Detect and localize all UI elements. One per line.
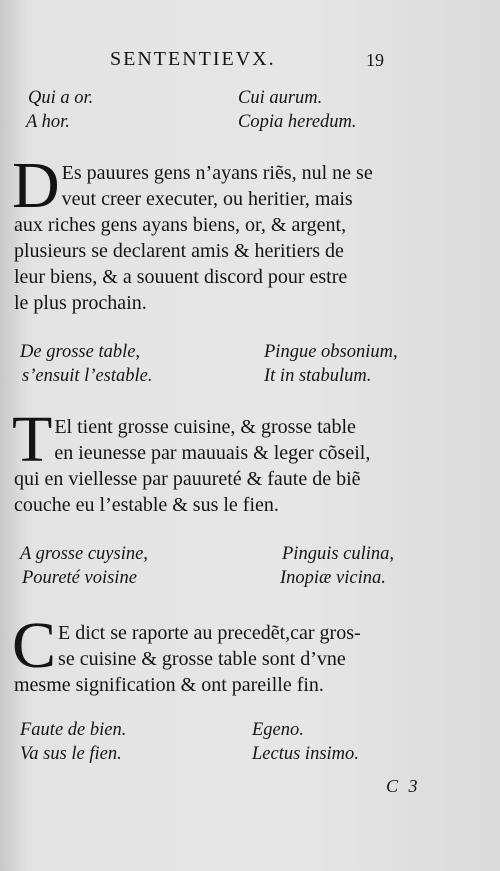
paragraph-line: aux riches gens ayans biens, or, & argent,: [14, 214, 347, 236]
paragraph-line: le plus prochain.: [14, 292, 147, 314]
maxim-latin-line: Cui aurum.: [238, 88, 323, 108]
maxim-latin-line: Egeno.: [252, 720, 304, 740]
drop-cap-initial: D: [12, 149, 60, 222]
maxim-french-line: Faute de bien.: [20, 720, 127, 740]
maxim-latin-line: Lectus insimo.: [252, 744, 359, 764]
maxim-latin-line: Pinguis culina,: [282, 544, 395, 564]
folio-number: 19: [366, 50, 384, 70]
drop-cap-initial: C: [12, 609, 57, 682]
maxim-latin-line: It in stabulum.: [264, 366, 372, 386]
commentary-paragraph-3: [12, 609, 484, 698]
maxim-4: [20, 718, 480, 766]
maxim-2: [20, 340, 480, 388]
maxim-latin-line: Inopiæ vicina.: [280, 568, 386, 588]
maxim-3: [20, 542, 480, 590]
paragraph-line: E dict se raporte au precedẽt,car gros-: [58, 622, 361, 644]
maxim-latin-line: Copia heredum.: [238, 112, 357, 132]
paragraph-line: plusieurs se declarent amis & heritiers de: [14, 240, 344, 262]
maxim-french-line: Poureté voisine: [22, 568, 137, 588]
page-header: [0, 48, 500, 78]
paragraph-line: El tient grosse cuisine, & grosse table: [54, 416, 356, 438]
paragraph-line: en ieunesse par mauuais & leger cõseil,: [54, 442, 371, 464]
maxim-1: [20, 86, 480, 134]
maxim-french-line: s’ensuit l’estable.: [22, 366, 153, 386]
commentary-paragraph-2: [12, 403, 484, 518]
maxim-french-line: A hor.: [26, 112, 70, 132]
drop-cap-initial: T: [12, 403, 53, 476]
maxim-french-line: De grosse table,: [20, 342, 141, 362]
running-head: SENTENTIEVX.: [110, 48, 276, 70]
commentary-paragraph-1: [12, 149, 484, 316]
maxim-french-line: Qui a or.: [28, 88, 94, 108]
paragraph-line: couche eu l’estable & sus le fien.: [14, 494, 279, 516]
paragraph-line: veut creer executer, ou heritier, mais: [61, 188, 353, 210]
paragraph-line: leur biens, & a souuent discord pour estre: [14, 266, 348, 288]
maxim-french-line: Va sus le fien.: [20, 744, 122, 764]
maxim-latin-line: Pingue obsonium,: [264, 342, 398, 362]
paragraph-line: Es pauures gens n’ayans riẽs, nul ne se: [61, 162, 373, 184]
maxim-french-line: A grosse cuysine,: [20, 544, 148, 564]
paragraph-line: qui en viellesse par pauureté & faute de biẽ: [14, 468, 361, 490]
paragraph-line: mesme signification & ont pareille fin.: [14, 674, 324, 696]
paragraph-line: se cuisine & grosse table sont d’vne: [58, 648, 346, 670]
signature-mark: C 3: [386, 776, 421, 796]
